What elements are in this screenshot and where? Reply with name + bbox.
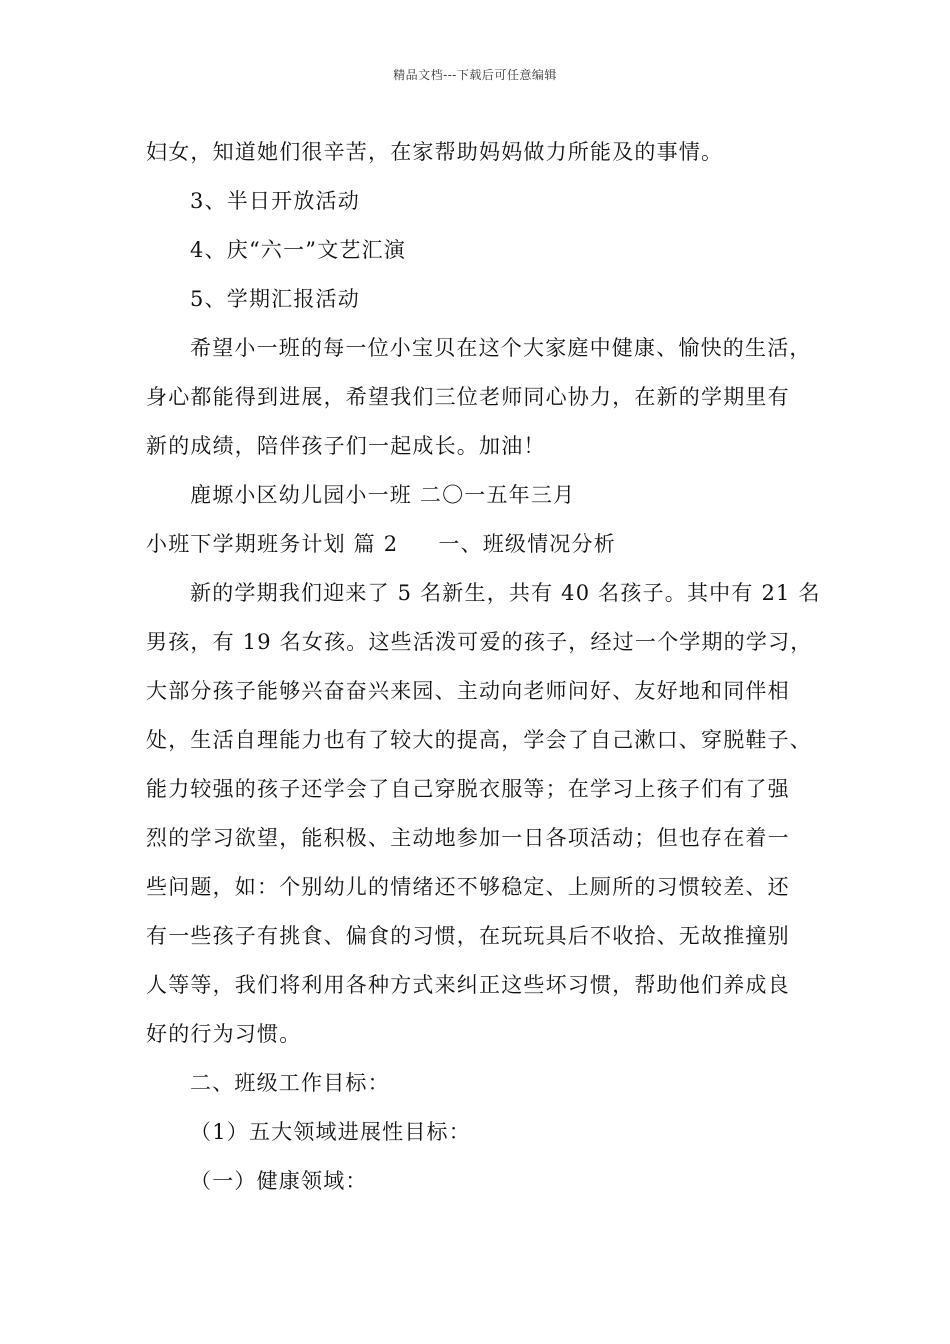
section-title-right: 一、班级情况分析 [438,532,616,556]
heading-line: （1）五大领域进展性目标： [190,1120,471,1144]
section-title-left: 小班下学期班务计划 篇 2 [146,532,399,556]
section-title [146,520,836,569]
paragraph-line: 人等等，我们将利用各种方式来纠正这些坏习惯，帮助他们养成良 [146,973,790,997]
list-item: 3、半日开放活动 [190,189,360,213]
paragraph-line: 新的成绩，陪伴孩子们一起成长。加油！ [146,434,546,458]
paragraph-line: 身心都能得到进展，希望我们三位老师同心协力，在新的学期里有 [146,385,790,409]
paragraph-line: 能力较强的孩子还学会了自己穿脱衣服等；在学习上孩子们有了强 [146,777,790,801]
signature-line: 鹿塬小区幼儿园小一班 二〇一五年三月 [190,483,576,507]
paragraph-line: 有一些孩子有挑食、偏食的习惯，在玩玩具后不收拾、无故推撞别 [146,924,790,948]
paragraph-line: 些问题，如：个别幼儿的情绪还不够稳定、上厕所的习惯较差、还 [146,875,790,899]
paragraph-line: 好的行为习惯。 [146,1022,302,1046]
heading-line: 二、班级工作目标： [190,1071,390,1095]
paragraph-line: 男孩，有 19 名女孩。这些活泼可爱的孩子，经过一个学期的学习， [146,630,813,654]
document-body [146,128,836,1206]
paragraph-line: 新的学期我们迎来了 5 名新生，共有 40 名孩子。其中有 21 名 [190,581,821,605]
list-item: 4、庆“六一”文艺汇演 [190,238,407,262]
paragraph-line: 妇女，知道她们很辛苦，在家帮助妈妈做力所能及的事情。 [146,140,724,164]
paragraph-line: 希望小一班的每一位小宝贝在这个大家庭中健康、愉快的生活， [190,336,812,360]
paragraph-line: 大部分孩子能够兴奋奋兴来园、主动向老师问好、友好地和同伴相 [146,679,790,703]
list-item: 5、学期汇报活动 [190,287,360,311]
heading-line: （一）健康领域： [190,1169,368,1193]
paragraph-line: 烈的学习欲望，能积极、主动地参加一日各项活动；但也存在着一 [146,826,790,850]
page-header: 精品文档---下载后可任意编辑 [393,68,557,82]
paragraph-line: 处，生活自理能力也有了较大的提高，学会了自己漱口、穿脱鞋子、 [146,728,812,752]
